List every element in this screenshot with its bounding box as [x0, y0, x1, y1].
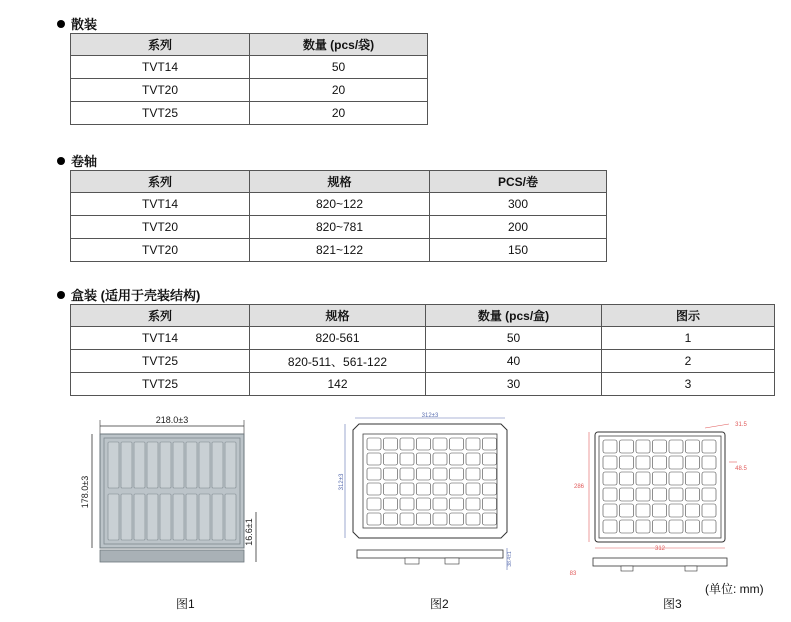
- tray-cell: [160, 494, 171, 540]
- tray-cell: [108, 494, 119, 540]
- tray-cell: [669, 456, 683, 469]
- cell-series: TVT20: [71, 79, 250, 102]
- unit-note: (单位: mm): [705, 582, 764, 596]
- tray-cell: [686, 488, 700, 501]
- tray-cell: [702, 520, 716, 533]
- tray-cell: [603, 504, 617, 517]
- cell-series: TVT25: [71, 102, 250, 125]
- table-row: [71, 193, 607, 216]
- cell-series: TVT14: [71, 327, 250, 350]
- tray-cell: [653, 488, 667, 501]
- bullet-icon: [57, 291, 65, 299]
- cell-series: TVT25: [71, 373, 250, 396]
- tray-cell: [483, 438, 497, 450]
- cell-quantity: 50: [426, 327, 602, 350]
- tray-cell: [225, 494, 236, 540]
- tray-cell: [669, 440, 683, 453]
- fig3-width-label: 312: [654, 546, 666, 552]
- tray-cell: [400, 498, 414, 510]
- tray-cell: [686, 472, 700, 485]
- tray-cell: [400, 438, 414, 450]
- tray-cell: [702, 472, 716, 485]
- cell-figure: 2: [602, 350, 775, 373]
- cell-series: TVT14: [71, 193, 250, 216]
- tray-cell: [121, 494, 132, 540]
- tray-cell: [483, 468, 497, 480]
- tray-cell: [620, 440, 634, 453]
- tray-cell: [384, 513, 398, 525]
- header-series: 系列: [71, 305, 250, 327]
- tray-cell: [483, 498, 497, 510]
- tray-cell: [636, 440, 650, 453]
- tray-cell: [653, 456, 667, 469]
- tray-cell: [199, 442, 210, 488]
- tray-cell: [433, 483, 447, 495]
- table-row: [71, 56, 428, 79]
- cell-quantity: 30: [426, 373, 602, 396]
- cell-quantity: 40: [426, 350, 602, 373]
- fig2-width-label: 312±3: [421, 413, 439, 419]
- tray-cell: [108, 442, 119, 488]
- tray-cell: [636, 456, 650, 469]
- tray-cell: [367, 513, 381, 525]
- cell-quantity: 150: [430, 239, 607, 262]
- tray-cell: [603, 520, 617, 533]
- table-row: [71, 102, 428, 125]
- tray-cell: [199, 494, 210, 540]
- tray-cell: [702, 456, 716, 469]
- tray-cell: [417, 498, 431, 510]
- tray-cell: [702, 440, 716, 453]
- tray-cell: [483, 513, 497, 525]
- fig1-depth-label: 16.6±1: [244, 518, 254, 546]
- tray-cell: [483, 453, 497, 465]
- tray-cell: [466, 483, 480, 495]
- tray-cell: [417, 468, 431, 480]
- figure-3-tray-drawing: [565, 412, 775, 584]
- bullet-icon: [57, 157, 65, 165]
- tray-cell: [400, 513, 414, 525]
- table-header-row: [71, 34, 428, 56]
- cell-series: TVT25: [71, 350, 250, 373]
- tray-cell: [400, 468, 414, 480]
- tray-cell: [653, 504, 667, 517]
- fig3-bottom-label: 83: [569, 571, 577, 577]
- tray-cell: [417, 483, 431, 495]
- header-spec: 规格: [250, 305, 426, 327]
- section-title-box: 盒装 (适用于壳装结构): [57, 285, 200, 304]
- figure-1-caption: 图1: [176, 597, 195, 611]
- fig3-side-offset-label: 48.5: [735, 466, 747, 472]
- tray-cell: [702, 488, 716, 501]
- tray-cell: [653, 472, 667, 485]
- tray-cell: [186, 494, 197, 540]
- bulk-table: [70, 33, 428, 125]
- tray-cell: [433, 498, 447, 510]
- table-header-row: [71, 171, 607, 193]
- tray-cell: [466, 468, 480, 480]
- tray-cell: [450, 453, 464, 465]
- tray-cell: [603, 488, 617, 501]
- header-spec: 规格: [250, 171, 430, 193]
- figure-1-tray-drawing: [78, 412, 268, 582]
- tray-cell: [450, 468, 464, 480]
- tray-cell: [653, 440, 667, 453]
- fig1-height-label: 178.0±3: [80, 475, 90, 509]
- tray-cell: [121, 442, 132, 488]
- header-quantity: 数量 (pcs/袋): [250, 34, 428, 56]
- figure-3-caption: 图3: [663, 597, 682, 611]
- tray-cell: [686, 440, 700, 453]
- tray-cell: [636, 472, 650, 485]
- tray-cell: [702, 504, 716, 517]
- tray-cell: [400, 483, 414, 495]
- tray-cell: [367, 438, 381, 450]
- tray-cell: [433, 468, 447, 480]
- cell-spec: 820-561: [250, 327, 426, 350]
- header-series: 系列: [71, 34, 250, 56]
- tray-cell: [384, 468, 398, 480]
- cell-spec: 821~122: [250, 239, 430, 262]
- cell-spec: 820~122: [250, 193, 430, 216]
- tray-cell: [620, 520, 634, 533]
- cell-quantity: 20: [250, 102, 428, 125]
- tray-cell: [466, 453, 480, 465]
- tray-cell: [186, 442, 197, 488]
- tray-cell: [433, 453, 447, 465]
- tray-cell: [367, 483, 381, 495]
- tray-cell: [636, 520, 650, 533]
- tray-cell: [433, 438, 447, 450]
- tray-cell: [367, 468, 381, 480]
- table-row: [71, 373, 775, 396]
- tray-cell: [367, 453, 381, 465]
- section-title-reel: 卷轴: [57, 151, 97, 170]
- tray-cell: [450, 438, 464, 450]
- tray-cell: [417, 453, 431, 465]
- cell-spec: 820-511、561-122: [250, 350, 426, 373]
- tray-cell: [225, 442, 236, 488]
- tray-cell: [669, 520, 683, 533]
- tray-cell: [147, 494, 158, 540]
- cell-quantity: 50: [250, 56, 428, 79]
- cell-spec: 820~781: [250, 216, 430, 239]
- header-series: 系列: [71, 171, 250, 193]
- header-pcs-per-reel: PCS/卷: [430, 171, 607, 193]
- tray-cell: [620, 504, 634, 517]
- box-table: [70, 304, 775, 396]
- tray-cell: [417, 438, 431, 450]
- cell-figure: 3: [602, 373, 775, 396]
- tray-cell: [400, 453, 414, 465]
- cell-series: TVT20: [71, 216, 250, 239]
- fig1-width-label: 218.0±3: [155, 415, 189, 425]
- tray-cell: [212, 494, 223, 540]
- tray-cell: [450, 513, 464, 525]
- cell-quantity: 200: [430, 216, 607, 239]
- tray-cell: [384, 498, 398, 510]
- tray-cell: [603, 456, 617, 469]
- tray-cell: [620, 472, 634, 485]
- tray-cell: [669, 472, 683, 485]
- cell-quantity: 300: [430, 193, 607, 216]
- table-row: [71, 79, 428, 102]
- tray-cell: [384, 483, 398, 495]
- tray-cell: [466, 438, 480, 450]
- header-figure: 图示: [602, 305, 775, 327]
- cell-series: TVT20: [71, 239, 250, 262]
- header-quantity: 数量 (pcs/盒): [426, 305, 602, 327]
- tray-cell: [686, 520, 700, 533]
- tray-cell: [603, 440, 617, 453]
- tray-cell: [636, 504, 650, 517]
- fig2-depth-label: 38.4±1: [507, 551, 513, 567]
- tray-cell: [669, 488, 683, 501]
- tray-cell: [450, 483, 464, 495]
- tray-cell: [173, 442, 184, 488]
- tray-cell: [134, 442, 145, 488]
- table-row: [71, 239, 607, 262]
- figure-2-caption: 图2: [430, 597, 449, 611]
- tray-cell: [669, 504, 683, 517]
- tray-cell: [653, 520, 667, 533]
- tray-cell: [450, 498, 464, 510]
- fig3-height-label: 286: [573, 484, 585, 490]
- tray-cell: [433, 513, 447, 525]
- section-title-bulk: 散装: [57, 14, 97, 33]
- tray-cell: [620, 488, 634, 501]
- bullet-icon: [57, 20, 65, 28]
- tray-cell: [466, 513, 480, 525]
- reel-table: [70, 170, 607, 262]
- tray-cell: [212, 442, 223, 488]
- tray-cell: [384, 438, 398, 450]
- tray-cell: [636, 488, 650, 501]
- tray-cell: [466, 498, 480, 510]
- table-row: [71, 216, 607, 239]
- tray-cell: [603, 472, 617, 485]
- tray-cell: [686, 456, 700, 469]
- tray-cell: [134, 494, 145, 540]
- tray-cell: [620, 456, 634, 469]
- figure-2-tray-drawing: [335, 412, 515, 582]
- tray-cell: [160, 442, 171, 488]
- cell-series: TVT14: [71, 56, 250, 79]
- cell-figure: 1: [602, 327, 775, 350]
- tray-cell: [686, 504, 700, 517]
- cell-spec: 142: [250, 373, 426, 396]
- tray-cell: [384, 453, 398, 465]
- tray-cell: [367, 498, 381, 510]
- table-row: [71, 327, 775, 350]
- fig3-top-offset-label: 31.5: [735, 422, 747, 428]
- tray-cell: [173, 494, 184, 540]
- tray-cell: [483, 483, 497, 495]
- table-row: [71, 350, 775, 373]
- table-header-row: [71, 305, 775, 327]
- tray-cell: [147, 442, 158, 488]
- fig2-height-label: 312±3: [339, 473, 345, 491]
- tray-cell: [417, 513, 431, 525]
- cell-quantity: 20: [250, 79, 428, 102]
